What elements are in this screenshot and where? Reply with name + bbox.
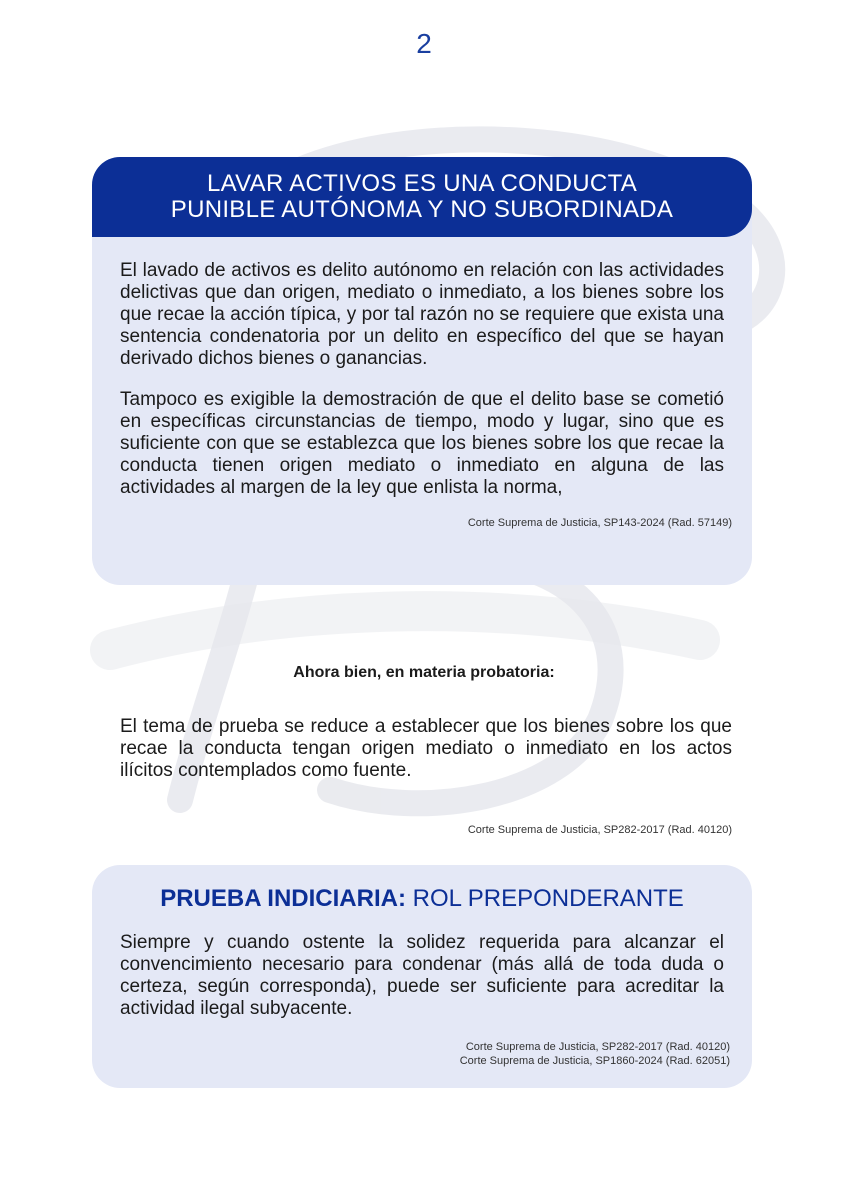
box-paragraph: Siempre y cuando ostente la solidez requerida para alcanzar el convencimiento necesario para condenar (más allá de toda duda o certeza, según corresponda), puede ser suficiente para acreditar la actividad ilegal subyacente.	[120, 932, 724, 1019]
page-number: 2	[416, 28, 432, 59]
box-title-strong: PRUEBA INDICIARIA:	[160, 885, 406, 912]
box-citation: Corte Suprema de Justicia, SP143-2024 (Rad. 57149)	[467, 517, 732, 529]
circumstantial-evidence-box	[92, 865, 752, 1088]
box-title	[92, 157, 752, 237]
box-citation-1: Corte Suprema de Justicia, SP282-2017 (Rad. 40120)	[465, 1041, 730, 1053]
evidence-paragraph: El tema de prueba se reduce a establecer que los bienes sobre los que recae la conducta tengan origen mediato o inmediato en los actos ilícitos contemplados como fuente.	[120, 716, 732, 781]
box-title	[92, 865, 752, 913]
box-citation-2: Corte Suprema de Justicia, SP1860-2024 (Rad. 62051)	[459, 1055, 730, 1067]
box-title-line-2: PUNIBLE AUTÓNOMA Y NO SUBORDINADA	[170, 196, 674, 223]
box-paragraph-1: El lavado de activos es delito autónomo en relación con las actividades delictivas que dan origen, mediato o inmediato, a los bienes sobre los que recae la acción típica, y por tal razón no se requiere que exista una sentencia condenatoria por un delito en específico del que se hayan derivado dichos bienes o ganancias.	[120, 260, 724, 369]
box-title-line-1: LAVAR ACTIVOS ES UNA CONDUCTA	[206, 170, 638, 197]
box-paragraph-2: Tampoco es exigible la demostración de que el delito base se cometió en específicas circunstancias de tiempo, modo y lugar, sino que es suficiente con que se establezca que los bienes sobre los que recae la conducta tienen origen mediato o inmediato en alguna de las actividades al margen de la ley que enlista la norma,	[120, 389, 724, 498]
evidence-citation: Corte Suprema de Justicia, SP282-2017 (Rad. 40120)	[467, 824, 732, 836]
autonomous-crime-box	[92, 157, 752, 585]
box-title-rest: ROL PREPONDERANTE	[412, 885, 684, 912]
box-citations	[92, 1040, 730, 1068]
evidence-intro: Ahora bien, en materia probatoria:	[293, 664, 555, 681]
